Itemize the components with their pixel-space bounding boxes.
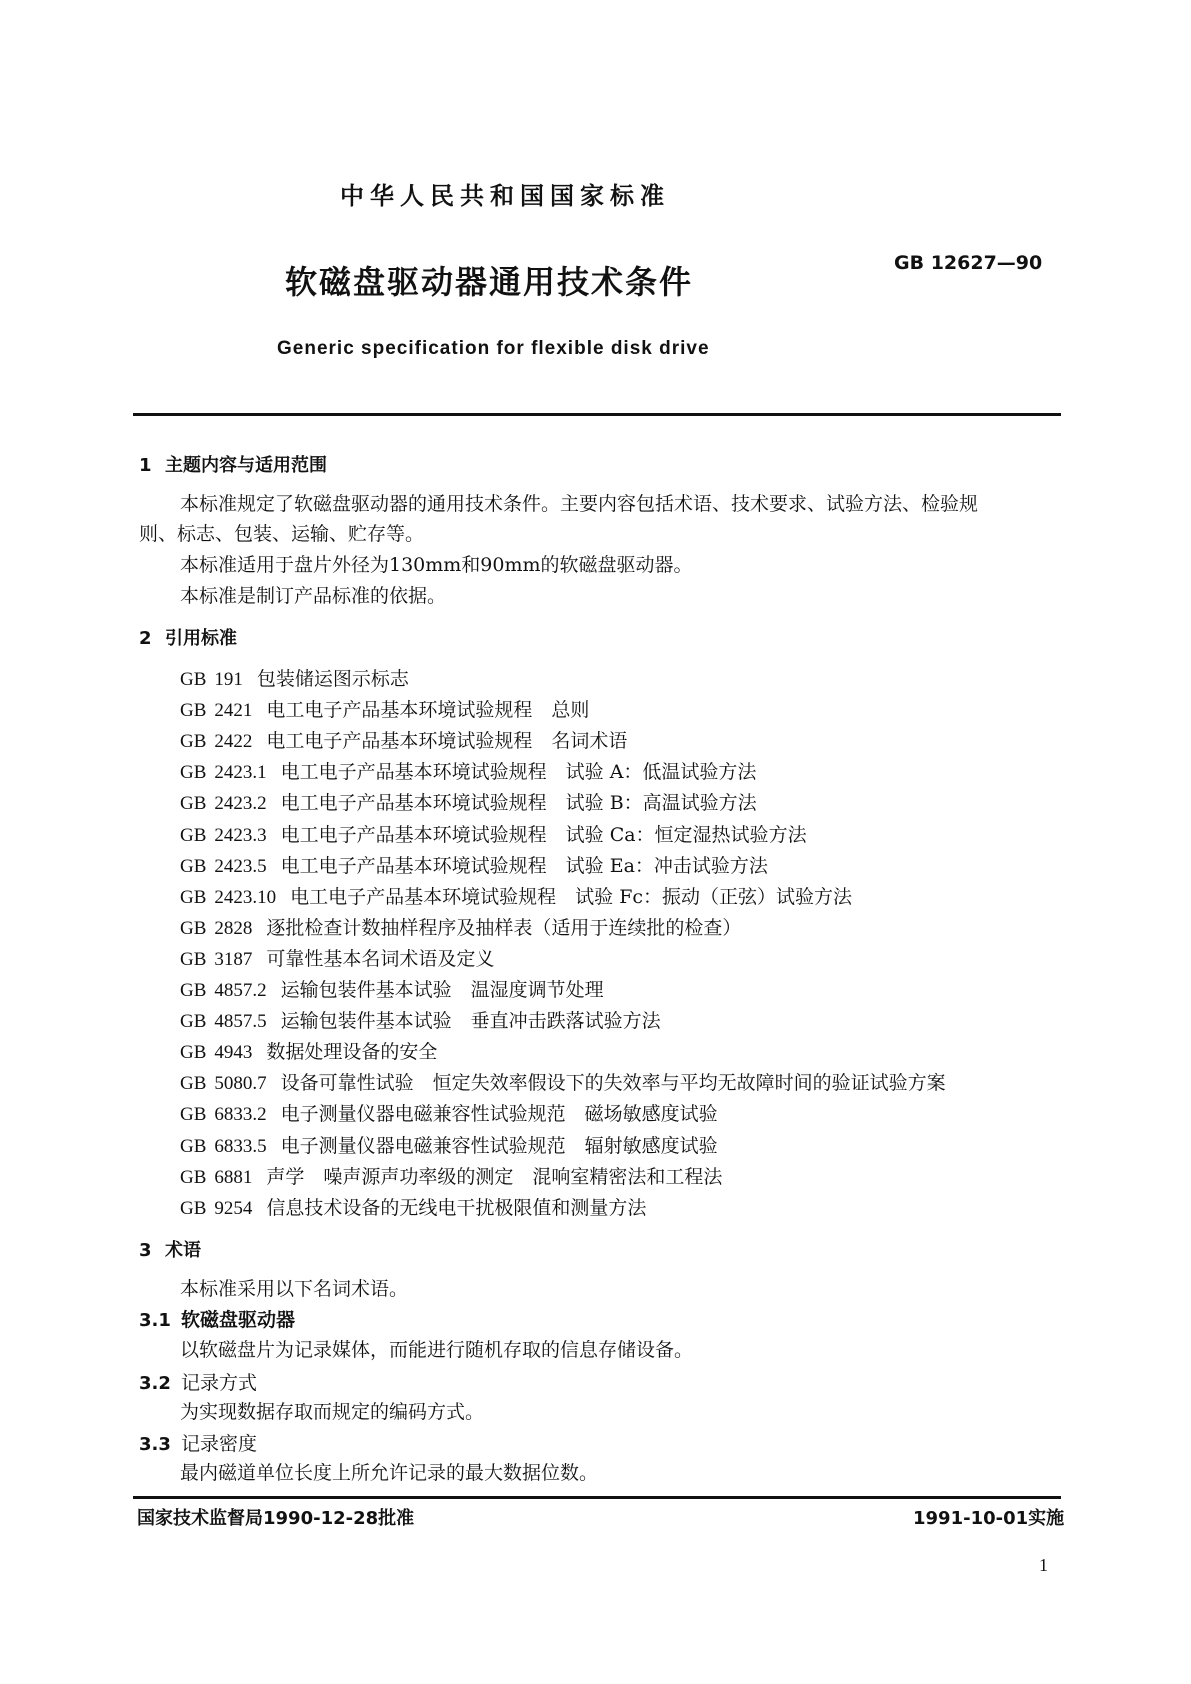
- reference-number: 2423.3: [214, 824, 267, 846]
- reference-code: [180, 1104, 267, 1125]
- reference-code: [180, 1167, 252, 1188]
- paragraph: 本标准规定了软磁盘驱动器的通用技术条件。主要内容包括术语、技术要求、试验方法、检验规: [180, 493, 979, 515]
- section-number: 2: [139, 628, 152, 649]
- reference-prefix: GB: [180, 700, 207, 722]
- reference-number: 2828: [214, 917, 253, 939]
- term-number: 3.3: [139, 1434, 171, 1455]
- reference-prefix: GB: [180, 1042, 207, 1064]
- section-2-heading: [139, 630, 237, 648]
- reference-prefix: GB: [180, 980, 207, 1001]
- reference-item: [180, 854, 768, 877]
- reference-item: [180, 701, 589, 720]
- reference-item: [180, 1105, 718, 1124]
- term-number: 3.2: [139, 1373, 171, 1394]
- reference-prefix: GB: [180, 669, 207, 690]
- reference-prefix: GB: [180, 948, 207, 970]
- section-3-heading: [139, 1242, 201, 1260]
- effective-date: 1991-10-01实施: [913, 1508, 1065, 1529]
- reference-prefix: GB: [180, 855, 207, 877]
- reference-code: [180, 1011, 267, 1032]
- term-definition: 最内磁道单位长度上所允许记录的最大数据位数。: [180, 1462, 599, 1484]
- term-name: 软磁盘驱动器: [181, 1309, 296, 1331]
- paragraph: 本标准是制订产品标准的依据。: [180, 585, 447, 607]
- reference-number: 2423.2: [214, 793, 267, 815]
- term-number: 3.1: [139, 1310, 171, 1331]
- reference-code: [180, 980, 267, 1001]
- section-title: 术语: [165, 1240, 201, 1261]
- reference-title: 电工电子产品基本环境试验规程 试验 Fc：振动（正弦）试验方法: [290, 885, 853, 908]
- reference-prefix: GB: [180, 917, 207, 939]
- reference-number: 5080.7: [214, 1073, 267, 1095]
- term-name: 记录方式: [181, 1372, 258, 1394]
- reference-code: [180, 887, 276, 908]
- reference-prefix: GB: [180, 1073, 207, 1095]
- term-definition: 为实现数据存取而规定的编码方式。: [180, 1401, 485, 1423]
- term-heading: [139, 1311, 295, 1330]
- reference-item: [180, 885, 853, 908]
- reference-title: 运输包装件基本试验 温湿度调节处理: [280, 979, 604, 1001]
- reference-code: [180, 918, 252, 939]
- reference-number: 191: [214, 669, 243, 690]
- page-number: 1: [1039, 1555, 1048, 1575]
- reference-number: 4943: [214, 1042, 253, 1064]
- reference-number: 2423.10: [214, 886, 277, 908]
- reference-number: 6833.5: [214, 1135, 267, 1157]
- reference-item: [180, 670, 409, 689]
- reference-title: 逐批检查计数抽样程序及抽样表（适用于连续批的检查）: [266, 916, 742, 939]
- document-title: 软磁盘驱动器通用技术条件: [285, 263, 694, 301]
- reference-code: [180, 1136, 267, 1157]
- term-heading: [139, 1435, 257, 1454]
- reference-code: [180, 1073, 267, 1094]
- reference-code: [180, 669, 243, 690]
- reference-item: [180, 916, 742, 939]
- reference-item: [180, 763, 756, 782]
- reference-item: [180, 794, 757, 813]
- reference-prefix: GB: [180, 886, 207, 908]
- approval-date: 国家技术监督局1990-12-28批准: [137, 1508, 415, 1529]
- reference-title: 电子测量仪器电磁兼容性试验规范 辐射敏感度试验: [280, 1134, 718, 1157]
- reference-title: 包装储运图示标志: [256, 668, 409, 690]
- reference-title: 信息技术设备的无线电干扰极限值和测量方法: [266, 1196, 647, 1219]
- standard-masthead: 中华人民共和国国家标准: [340, 182, 670, 210]
- section-number: 1: [139, 455, 152, 476]
- reference-item: [180, 1134, 718, 1157]
- reference-code: [180, 1042, 252, 1063]
- reference-code: [180, 1198, 252, 1219]
- reference-title: 电工电子产品基本环境试验规程 名词术语: [266, 730, 628, 753]
- reference-prefix: GB: [180, 1011, 207, 1033]
- reference-title: 电子测量仪器电磁兼容性试验规范 磁场敏感度试验: [280, 1103, 718, 1126]
- reference-title: 数据处理设备的安全: [266, 1041, 438, 1064]
- reference-item: [180, 947, 495, 970]
- bottom-divider: [133, 1496, 1061, 1499]
- paragraph: 则、标志、包装、运输、贮存等。: [139, 523, 425, 545]
- reference-number: 9254: [214, 1197, 253, 1219]
- reference-item: [180, 1074, 946, 1093]
- term-definition: 以软磁盘片为记录媒体，而能进行随机存取的信息存储设备。: [180, 1339, 694, 1361]
- reference-item: [180, 732, 627, 751]
- reference-prefix: GB: [180, 731, 207, 753]
- reference-item: [180, 1165, 723, 1188]
- section-title: 主题内容与适用范围: [165, 455, 327, 476]
- reference-title: 声学 噪声源声功率级的测定 混响室精密法和工程法: [266, 1165, 723, 1188]
- section-1-heading: [139, 457, 327, 475]
- reference-number: 2423.1: [214, 762, 267, 784]
- reference-number: 6881: [214, 1166, 253, 1188]
- top-divider: [133, 413, 1061, 416]
- reference-item: [180, 1196, 647, 1219]
- reference-title: 电工电子产品基本环境试验规程 总则: [266, 699, 590, 722]
- reference-code: [180, 856, 267, 877]
- reference-code: [180, 762, 267, 783]
- reference-code: [180, 700, 252, 721]
- reference-number: 6833.2: [214, 1104, 267, 1126]
- reference-title: 可靠性基本名词术语及定义: [266, 947, 495, 970]
- reference-prefix: GB: [180, 1104, 207, 1126]
- reference-prefix: GB: [180, 1197, 207, 1219]
- section-title: 引用标准: [165, 628, 237, 649]
- section-number: 3: [139, 1240, 152, 1261]
- reference-prefix: GB: [180, 1166, 207, 1188]
- reference-item: [180, 1043, 437, 1062]
- reference-number: 3187: [214, 948, 253, 970]
- reference-code: [180, 793, 267, 814]
- term-name: 记录密度: [181, 1433, 258, 1455]
- reference-item: [180, 1012, 661, 1031]
- reference-prefix: GB: [180, 762, 207, 784]
- reference-number: 2421: [214, 700, 253, 722]
- reference-prefix: GB: [180, 824, 207, 846]
- reference-number: 4857.2: [214, 980, 267, 1001]
- reference-title: 运输包装件基本试验 垂直冲击跌落试验方法: [280, 1010, 661, 1033]
- reference-title: 电工电子产品基本环境试验规程 试验 Ca：恒定湿热试验方法: [280, 823, 807, 846]
- reference-number: 2422: [214, 731, 253, 753]
- english-title: Generic specification for flexible disk drive: [277, 338, 710, 359]
- reference-code: [180, 949, 252, 970]
- reference-item: [180, 823, 807, 846]
- reference-code: [180, 731, 252, 752]
- reference-number: 2423.5: [214, 855, 267, 877]
- reference-title: 电工电子产品基本环境试验规程 试验 Ea：冲击试验方法: [280, 854, 768, 877]
- paragraph: 本标准采用以下名词术语。: [180, 1278, 409, 1300]
- reference-code: [180, 825, 267, 846]
- reference-title: 设备可靠性试验 恒定失效率假设下的失效率与平均无故障时间的验证试验方案: [280, 1072, 946, 1095]
- reference-title: 电工电子产品基本环境试验规程 试验 B：高温试验方法: [280, 792, 757, 815]
- paragraph: 本标准适用于盘片外径为130mm和90mm的软磁盘驱动器。: [180, 554, 693, 576]
- term-heading: [139, 1374, 257, 1393]
- standard-number: GB 12627—90: [894, 252, 1043, 274]
- reference-prefix: GB: [180, 1135, 207, 1157]
- reference-title: 电工电子产品基本环境试验规程 试验 A：低温试验方法: [280, 761, 757, 784]
- reference-prefix: GB: [180, 793, 207, 815]
- reference-item: [180, 981, 604, 1000]
- reference-number: 4857.5: [214, 1011, 267, 1033]
